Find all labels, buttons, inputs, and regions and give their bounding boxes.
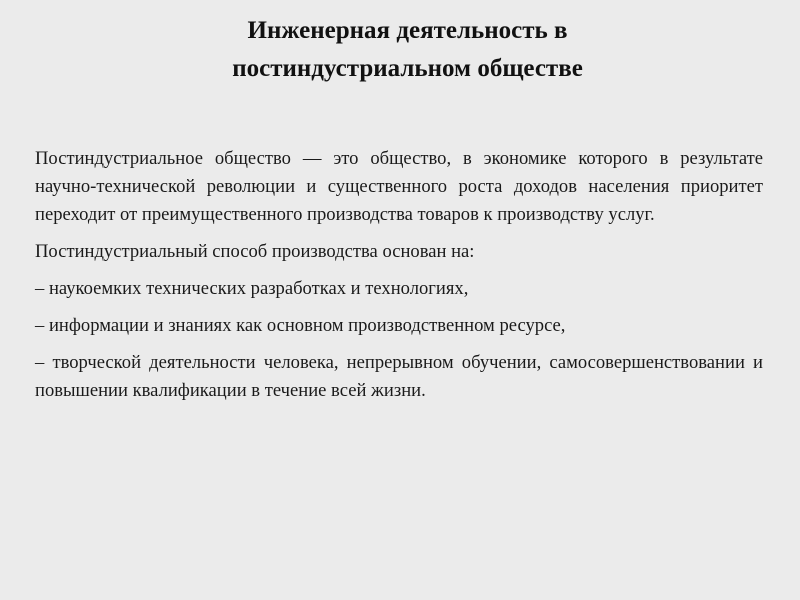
slide-title — [0, 12, 800, 88]
slide-title-line-1: Инженерная деятельность в — [247, 17, 568, 44]
basis-item-creativity: – творческой деятельности человека, непрерывном обучении, самосовершенствовании и повышении квалификации в течение всей жизни. — [35, 352, 763, 401]
basis-item-information: – информации и знаниях как основном производственном ресурсе, — [35, 315, 566, 336]
basis-intro-paragraph: Постиндустриальный способ производства основан на: — [35, 241, 475, 262]
definition-paragraph: Постиндустриальное общество — это общество, в экономике которого в результате научно-технической революции и существенного роста доходов населения приоритет переходит от преимущественного производства товаров к производству услуг. — [35, 148, 763, 225]
slide-title-line-2: постиндустриальном обществе — [232, 55, 583, 82]
basis-item-technologies: – наукоемких технических разработках и технологиях, — [35, 278, 469, 299]
slide-body — [35, 145, 763, 405]
